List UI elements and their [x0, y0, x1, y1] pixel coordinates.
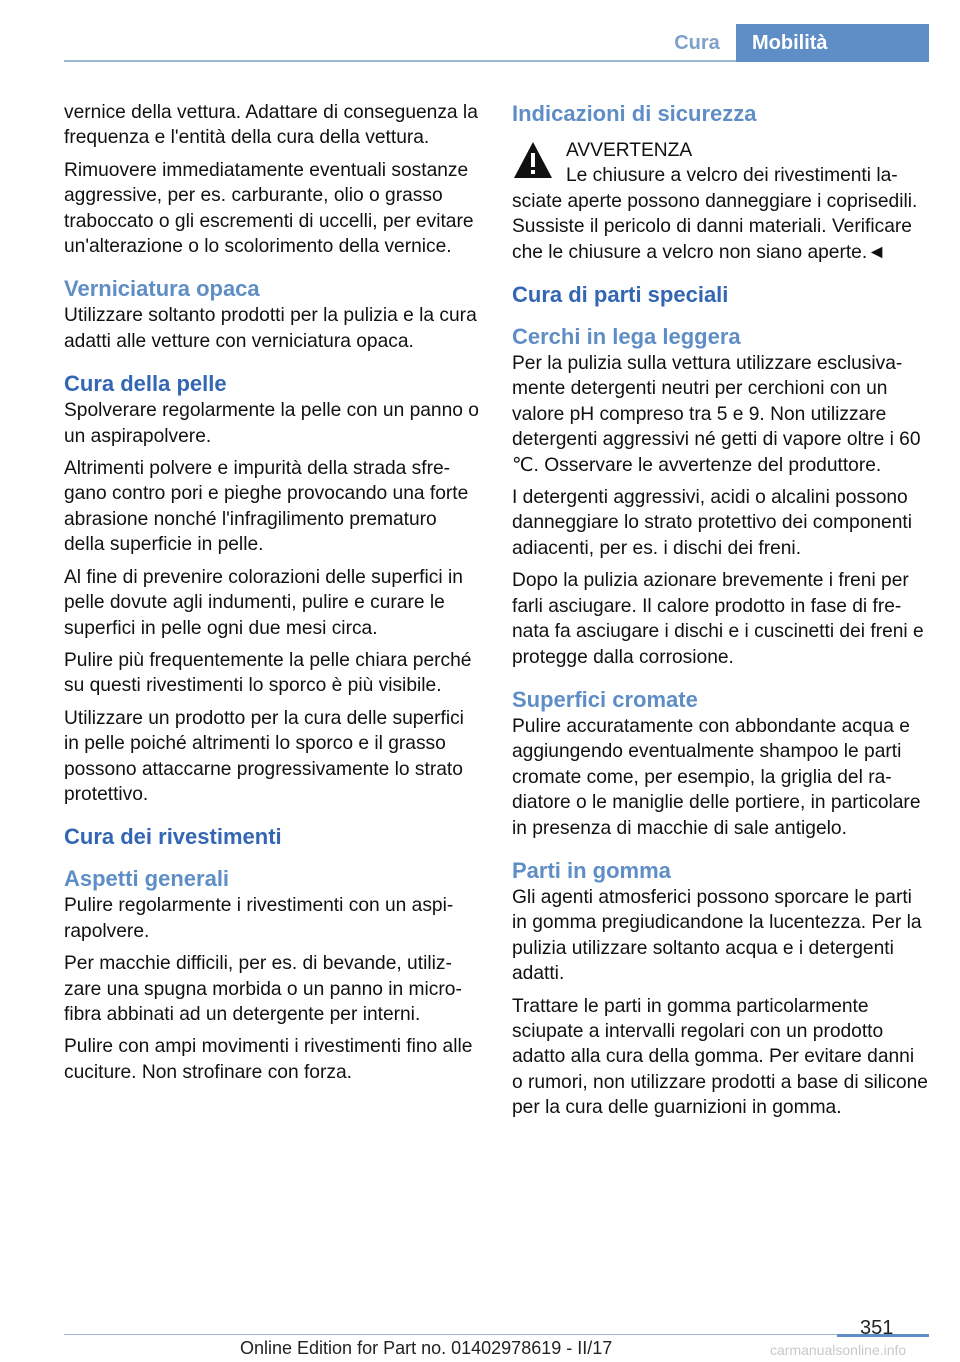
heading-indicazioni-di-sicurezza: Indicazioni di sicurezza: [512, 101, 757, 126]
paragraph: Altrimenti polvere e impurità della strada sfregano contro pori e pieghe provocando una forte abrasione nonché l'infragilimento prematuro della superficie in pelle.: [64, 458, 469, 556]
heading-superfici-cromate: Superfici cromate: [512, 686, 698, 712]
heading-cura-dei-rivestimenti: Cura dei rivestimenti: [64, 824, 282, 850]
paragraph: Pulire regolarmente i rivestimenti con un aspirapolvere.: [64, 895, 454, 942]
tab-cura[interactable]: Cura: [674, 32, 720, 54]
heading-aspetti-generali: Aspetti generali: [64, 866, 230, 892]
paragraph: Utilizzare soltanto prodotti per la pulizia e la cura adatti alle vetture con verniciatura opaca.: [64, 305, 477, 352]
paragraph: I detergenti aggressivi, acidi o alcalini possono danneggiare lo strato protettivo dei componenti adiacenti, per es. i dischi dei freni.: [512, 487, 912, 559]
paragraph: Spolverare regolarmente la pelle con un panno o un aspirapolvere.: [64, 400, 479, 447]
paragraph: Dopo la pulizia azionare brevemente i freni per farli asciugare. Il calore prodotto in fase di frenata fa asciugare i dischi e i cuscinetti dei freni e protegge dalla corrosione.: [512, 570, 924, 668]
footer-rule: [64, 1334, 929, 1335]
left-column: [64, 100, 482, 1092]
warning-triangle-icon: [512, 140, 554, 180]
right-column: [512, 100, 930, 1128]
heading-verniciatura-opaca: Verniciatura opaca: [64, 276, 260, 302]
paragraph: Rimuovere immediatamente eventuali sostanze aggressive, per es. carburante, olio o grasso traboccato o gli escrementi di uccelli, per evitare un'alterazione o lo scolorimento della vernice.: [64, 159, 474, 258]
footer-edition: Online Edition for Part no. 01402978619 - II/17: [240, 1338, 613, 1358]
page-number: 351: [860, 1317, 894, 1339]
heading-cura-di-parti-speciali: Cura di parti speciali: [512, 282, 729, 308]
paragraph: Per macchie difficili, per es. di bevande, utilizzare una spugna morbida o un panno in microfibra abbinati ad un detergente per interni.: [64, 953, 462, 1025]
paragraph: Per la pulizia sulla vettura utilizzare esclusivamente detergenti neutri per cerchioni con un valore pH compreso tra 5 e 9. Non utilizzare detergenti aggressivi né getti di vapore oltre i 60 ℃. Osservare le avvertenze del produttore.: [512, 353, 921, 476]
warning-box: [512, 138, 930, 265]
paragraph: Utilizzare un prodotto per la cura delle superfici in pelle poiché altrimenti lo sporco e il grasso possono attaccarne progressivamente lo strato protettivo.: [64, 707, 464, 805]
warning-text: Le chiusure a velcro dei rivestimenti lasciate aperte possono danneggiare i coprisedili. Sussiste il pericolo di danni materiali. Verificare che le chiusure a velcro non siano aperte.◄: [512, 165, 918, 263]
heading-cerchi-in-lega-leggera: Cerchi in lega leggera: [512, 324, 741, 350]
warning-title: AVVERTENZA: [566, 140, 693, 161]
paragraph: Pulire più frequentemente la pelle chiara perché su questi rivestimenti lo sporco è più visibile.: [64, 649, 472, 697]
paragraph: Al fine di prevenire colorazioni delle superfici in pelle dovute agli indumenti, pulire e curare le superfici in pelle ogni due mesi circa.: [64, 566, 463, 639]
tab-mobilita[interactable]: Mobilità: [736, 24, 929, 62]
paragraph: Trattare le parti in gomma particolarmente sciupate a intervalli regolari con un prodotto adatto alla cura della gomma. Per evitare danni o rumori, non utilizzare prodotti a base di silicone per la cura delle guarnizioni in gomma.: [512, 995, 928, 1119]
heading-cura-della-pelle: Cura della pelle: [64, 371, 227, 397]
paragraph: vernice della vettura. Adattare di conseguenza la frequenza e l'entità della cura della vettura.: [64, 102, 478, 149]
heading-parti-in-gomma: Parti in gomma: [512, 857, 671, 883]
paragraph: Pulire con ampi movimenti i rivestimenti fino alle cuciture. Non strofinare con forza.: [64, 1036, 473, 1083]
paragraph: Pulire accuratamente con abbondante acqua e aggiungendo eventualmente shampoo le parti cromate come, per esempio, la griglia del radiatore o le maniglie delle portiere, in particolare in presenza di macchie di sale antigelo.: [512, 715, 921, 839]
watermark: carmanualsonline.info: [770, 1342, 907, 1358]
paragraph: Gli agenti atmosferici possono sporcare le parti in gomma pregiudicandone la lucentezza. Per la pulizia utilizzare soltanto acqua e i detergenti adatti.: [512, 886, 922, 985]
